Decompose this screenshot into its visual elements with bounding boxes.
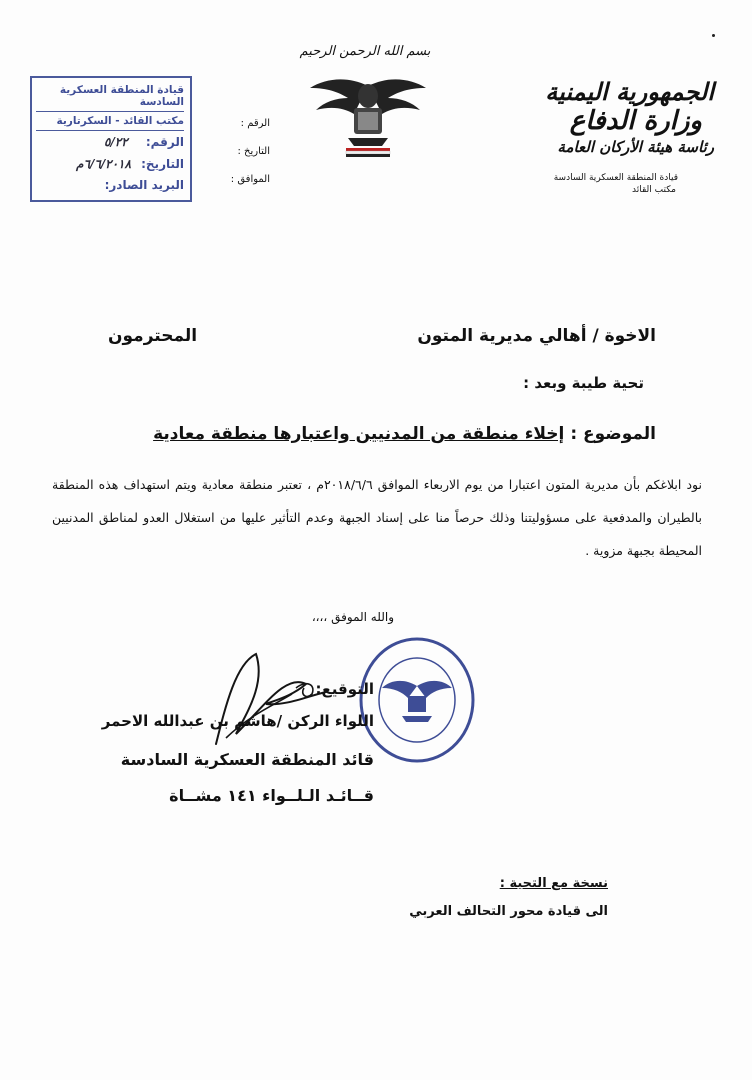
stamp-number-value: ٥/٢٢ xyxy=(103,135,128,149)
stamp-number-row xyxy=(36,131,184,153)
subject-text: إخلاء منطقة من المدنيين واعتبارها منطقة معادية xyxy=(153,424,565,444)
signature-label: التوقيع: xyxy=(315,680,374,698)
office-name: مكتب القائد xyxy=(632,185,676,195)
yemen-eagle-emblem-icon xyxy=(308,66,428,161)
signer-title: قائد المنطقة العسكرية السادسة xyxy=(120,750,374,769)
command-name: قيادة المنطقة العسكرية السادسة xyxy=(553,173,678,183)
stamp-date-row xyxy=(36,153,184,175)
subject-line xyxy=(153,424,656,444)
handwritten-signature-icon xyxy=(196,644,336,754)
honorific: المحترمون xyxy=(108,326,198,346)
stamp-office: مكتب القائد - السكرتارية xyxy=(36,112,184,131)
copy-label: نسخة مع التحية : xyxy=(499,876,608,891)
letterhead-right xyxy=(494,78,714,196)
stamp-date-value: ٦/٦/٢٠١٨م xyxy=(76,157,131,171)
signer-name: اللواء الركن /هاشم بن عبدالله الاحمر xyxy=(101,712,374,730)
basmala: بسم الله الرحمن الرحيم xyxy=(299,44,431,59)
greeting: تحية طيبة وبعد : xyxy=(523,374,644,392)
stamp-number-label: الرقم: xyxy=(145,135,184,149)
ministry-name: وزارة الدفاع xyxy=(569,106,702,136)
official-round-seal-icon xyxy=(358,636,476,764)
reference-fields xyxy=(214,110,270,194)
subject-label: الموضوع : xyxy=(570,424,656,444)
republic-name: الجمهورية اليمنية xyxy=(545,77,714,106)
stamp-date-label: التاريخ: xyxy=(141,157,184,171)
closing: والله الموفق ،،،، xyxy=(311,610,394,624)
ref-number-label: الرقم : xyxy=(240,118,270,129)
stamp-mail-label: البريد الصادر: xyxy=(104,178,184,192)
scan-mark xyxy=(712,34,715,37)
signer-unit: قــائـد الـلــواء ١٤١ مشــاة xyxy=(169,786,374,805)
letter-body: نود ابلاغكم بأن مديرية المتون اعتبارا من يوم الاربعاء الموافق ٢٠١٨/٦/٦م ، تعتبر منطقة معادية ويتم استهداف هذه المنطقة بالطيران والمدفعية على مسؤوليتنا وذلك حرصاً منا على إسناد الجبهة وعدم التأثير عليها من استغلال العدو لمناطق المدنيين المحيطة بجبهة مزوية . xyxy=(52,477,702,558)
copy-recipient: الى قيادة محور التحالف العربي xyxy=(409,904,608,919)
staff-name: رئاسة هيئة الأركان العامة xyxy=(557,138,714,156)
ref-date-label: التاريخ : xyxy=(237,146,270,157)
outgoing-mail-stamp xyxy=(30,76,192,202)
stamp-command: قيادة المنطقة العسكرية السادسة xyxy=(36,84,184,112)
ref-corresponding-label: الموافق : xyxy=(230,174,270,185)
recipient: الاخوة / أهالي مديرية المتون xyxy=(417,326,656,346)
